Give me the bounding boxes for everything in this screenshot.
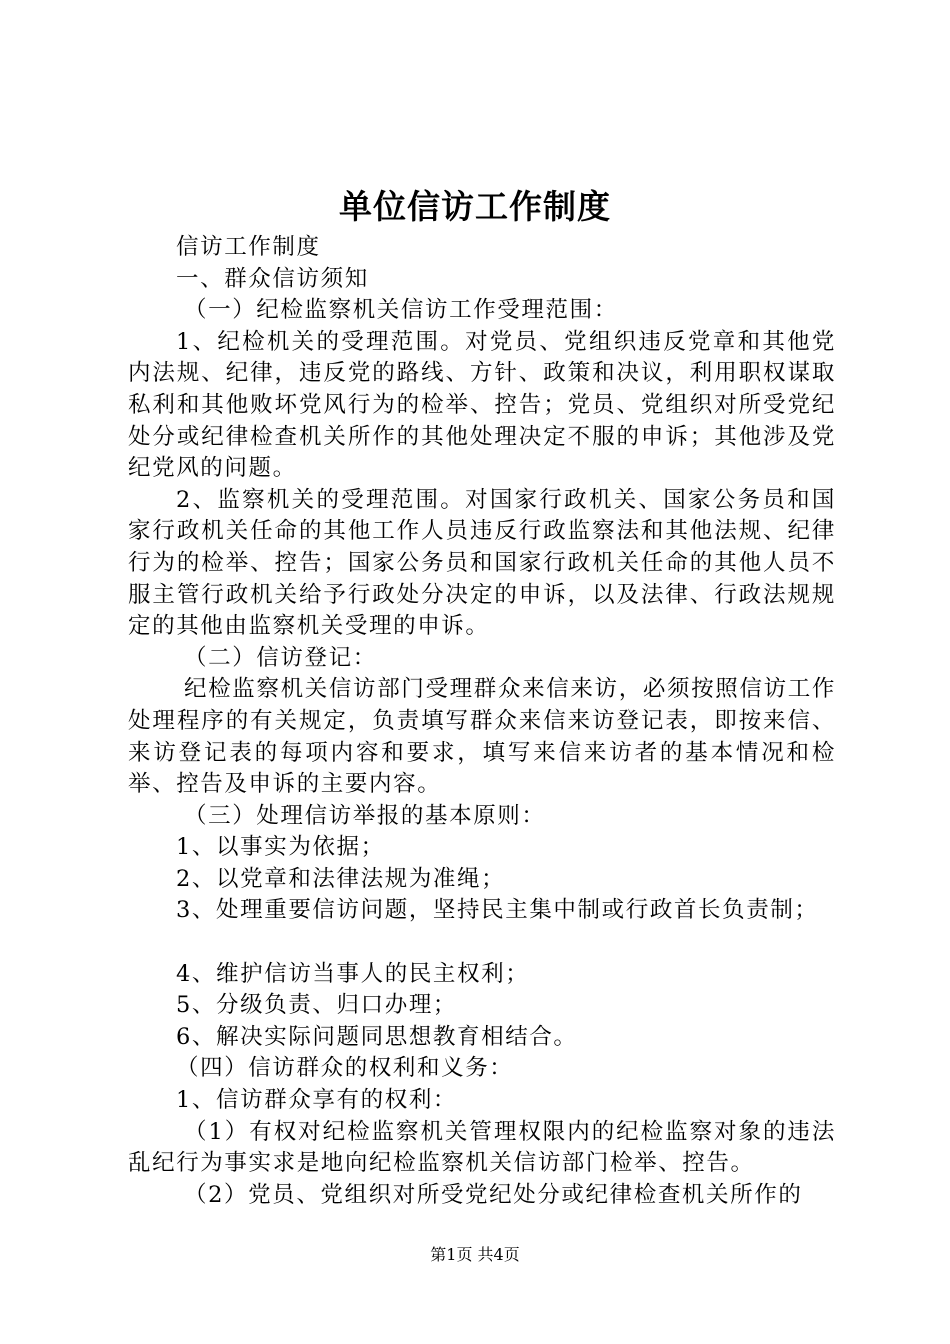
paragraph: （1）有权对纪检监察机关管理权限内的纪检监察对象的违法乱纪行为事实求是地向纪检监察机关信访部门检举、控告。 <box>128 1118 836 1177</box>
list-item: 4、维护信访当事人的民主权利； <box>176 960 530 987</box>
section-heading: 一、群众信访须知 <box>176 265 369 292</box>
subsection-heading: （一）纪检监察机关信访工作受理范围： <box>184 297 618 324</box>
paragraph: （2）党员、党组织对所受党纪处分或纪律检查机关所作的 <box>184 1181 803 1208</box>
subsection-heading: （二）信访登记： <box>184 644 377 671</box>
paragraph: 1、信访群众享有的权利： <box>176 1087 458 1114</box>
subsection-heading: （四）信访群众的权利和义务： <box>176 1055 514 1082</box>
list-item: 6、解决实际问题同思想教育相结合。 <box>176 1023 578 1050</box>
page-footer: 第1页 共4页 <box>430 1245 520 1264</box>
paragraph: 2、监察机关的受理范围。对国家行政机关、国家公务员和国家行政机关任命的其他工作人员违反行政监察法和其他法规、纪律行为的检举、控告；国家公务员和国家行政机关任命的其他人员不服主管行政机关给予行政处分决定的申诉，以及法律、行政法规规定的其他由监察机关受理的申诉。 <box>128 486 836 640</box>
list-item: 3、处理重要信访问题，坚持民主集中制或行政首长负责制； <box>176 897 819 924</box>
document-body <box>128 232 836 1211</box>
list-item: 5、分级负责、归口办理； <box>176 992 458 1019</box>
list-item: 2、以党章和法律法规为准绳； <box>176 865 506 892</box>
blank-line <box>128 927 836 959</box>
subsection-heading: （三）处理信访举报的基本原则： <box>184 802 546 829</box>
paragraph: 1、纪检机关的受理范围。对党员、党组织违反党章和其他党内法规、纪律，违反党的路线、方针、政策和决议，利用职权谋取私利和其他败坏党风行为的检举、控告；党员、党组织对所受党纪处分或纪律检查机关所作的其他处理决定不服的申诉；其他涉及党纪党风的问题。 <box>128 328 836 482</box>
document-title: 单位信访工作制度 <box>339 187 611 226</box>
list-item: 1、以事实为依据； <box>176 834 385 861</box>
paragraph: 信访工作制度 <box>176 234 321 260</box>
paragraph: 纪检监察机关信访部门受理群众来信来访，必须按照信访工作处理程序的有关规定，负责填写群众来信来访登记表，即按来信、来访登记表的每项内容和要求，填写来信来访者的基本情况和检举、控告及申诉的主要内容。 <box>128 676 836 798</box>
